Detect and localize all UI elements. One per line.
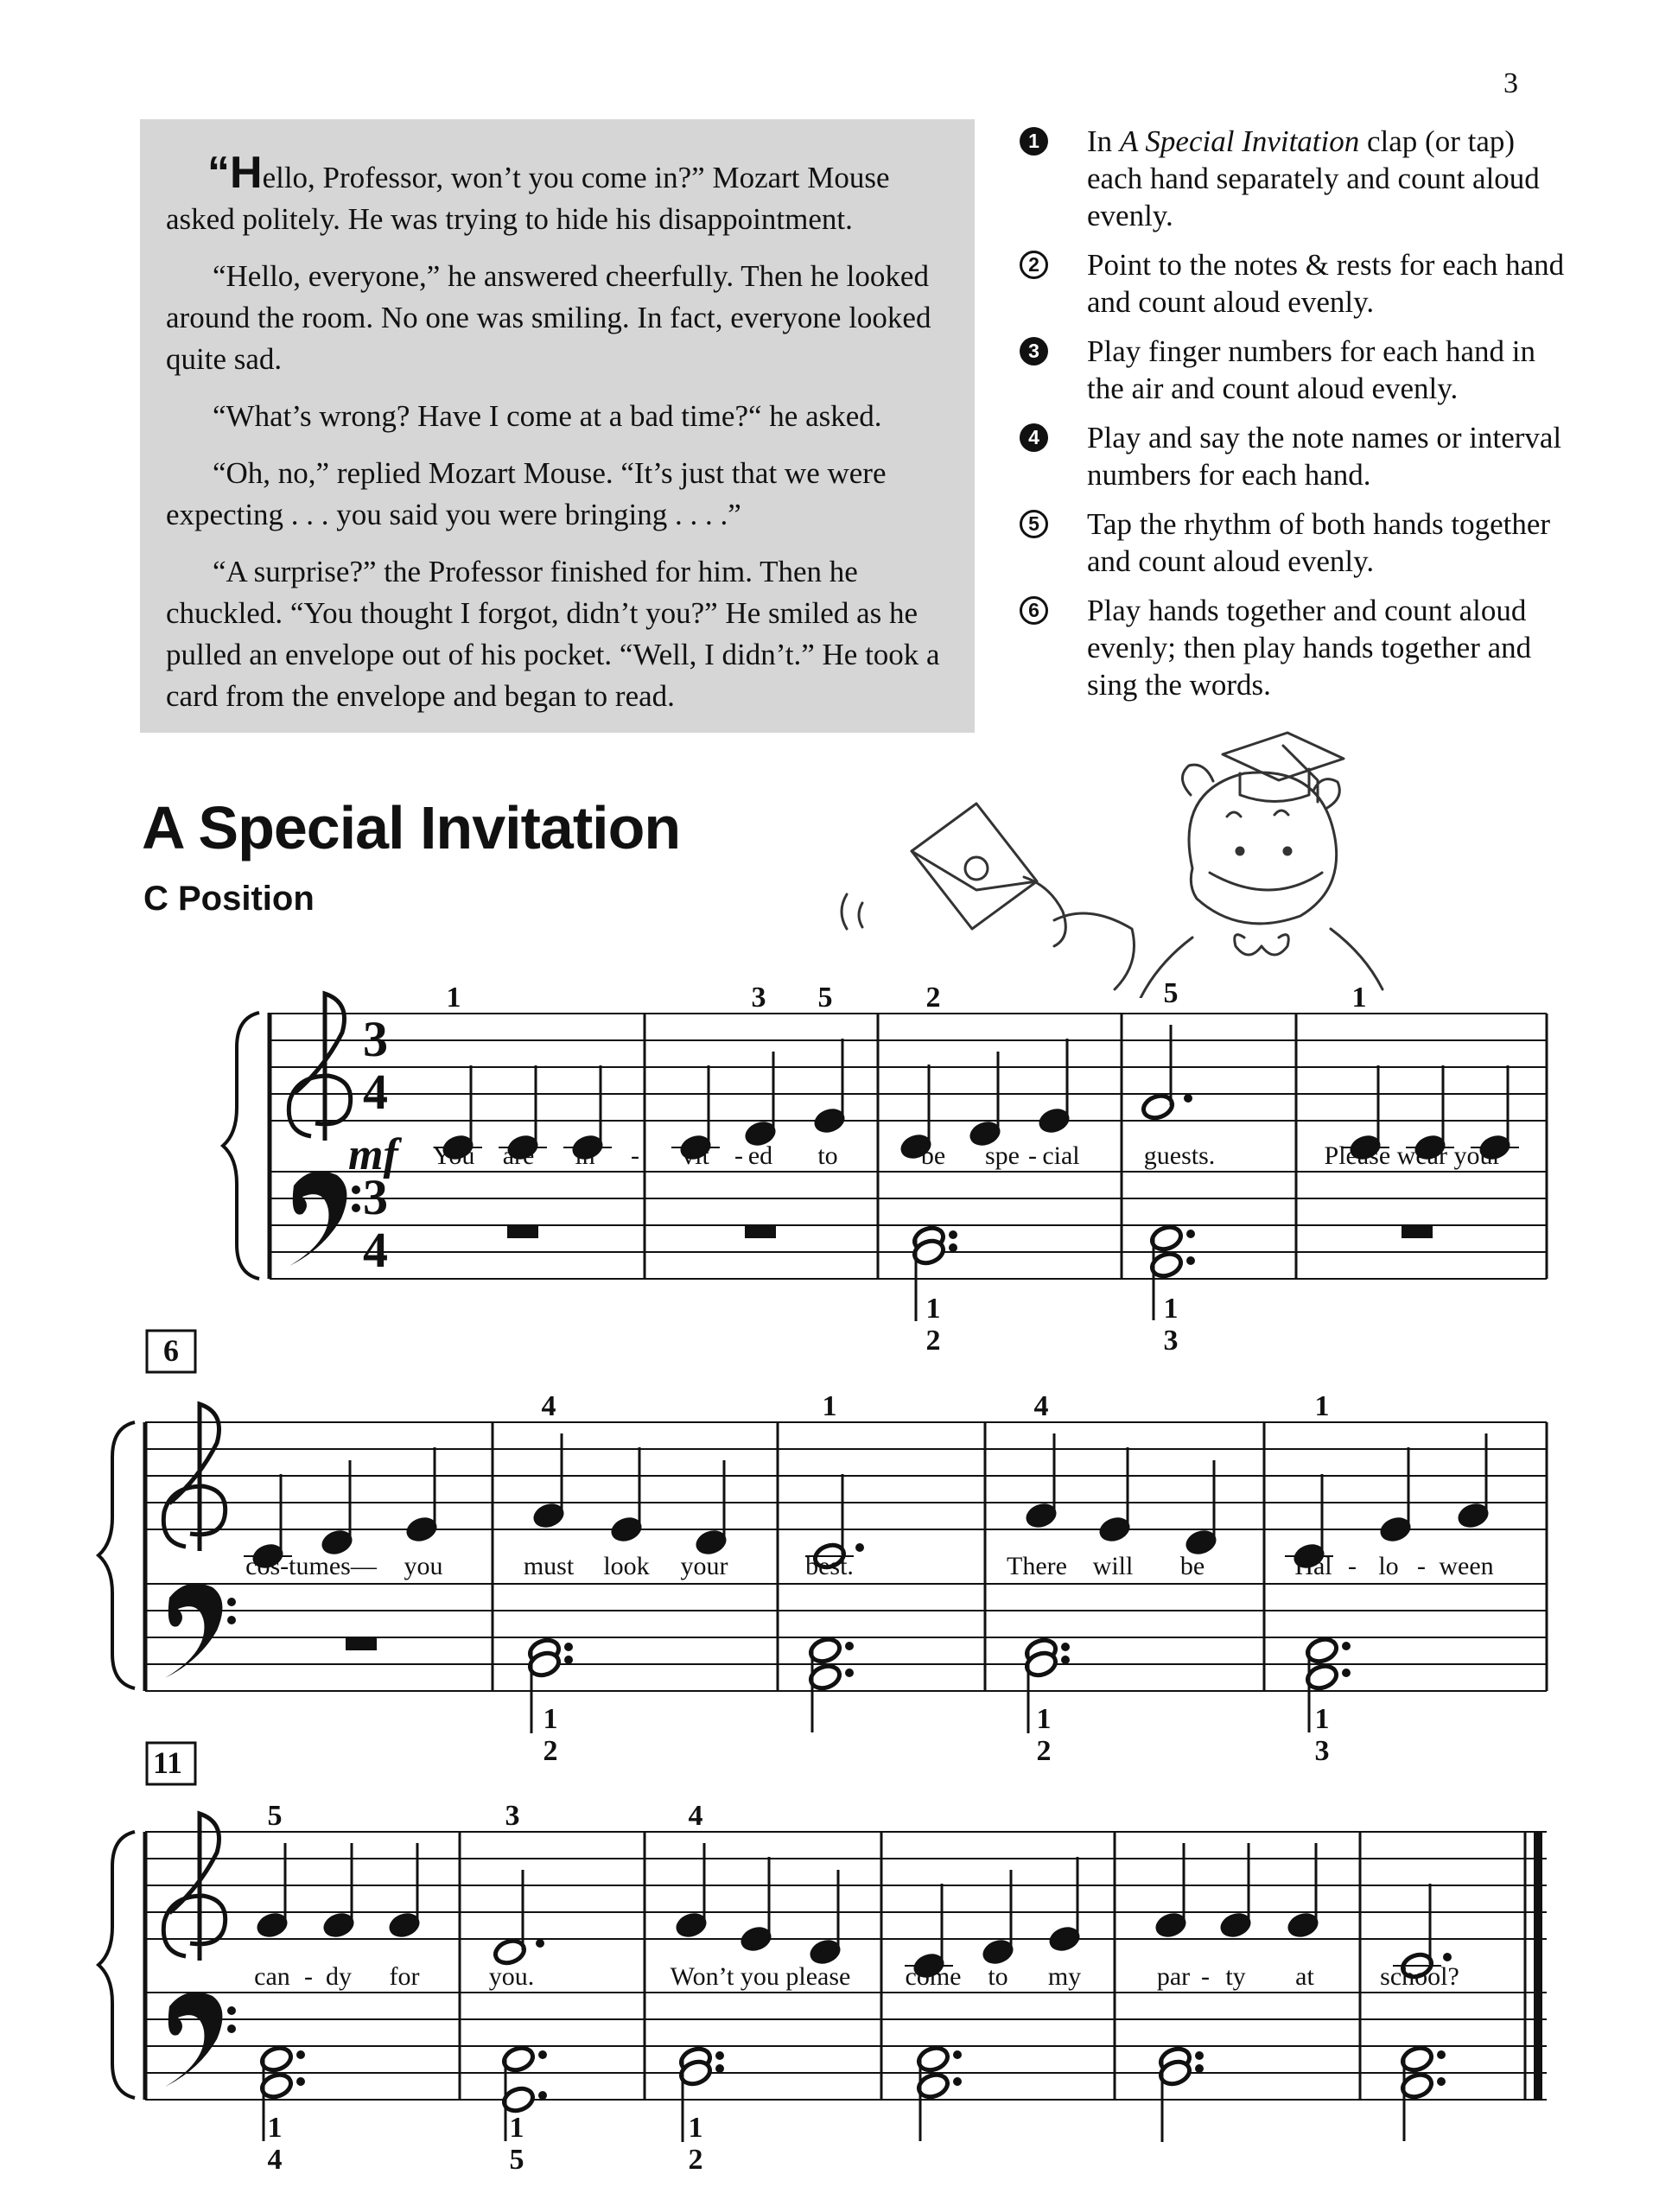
lyric-syllable: lo <box>1378 1552 1399 1580</box>
step-number-badge: 1 <box>1020 127 1048 156</box>
lyric-syllable: look <box>603 1552 650 1580</box>
lyric-syllable: ty <box>1225 1962 1246 1991</box>
song-title-ref: A Special Invitation <box>1119 124 1360 158</box>
augmentation-dot <box>538 2091 547 2100</box>
lyric-syllable: be <box>1179 1552 1205 1580</box>
lyric-syllable: dy <box>326 1962 352 1991</box>
time-signature-bottom: 4 <box>363 1222 388 1278</box>
step-number-badge: 2 <box>1020 251 1048 279</box>
augmentation-dot <box>1437 2077 1446 2086</box>
lyric-syllable: at <box>1295 1962 1314 1991</box>
lyric-syllable: can <box>254 1962 290 1991</box>
augmentation-dot <box>1342 1642 1351 1650</box>
finger-number: 4 <box>1033 1390 1049 1422</box>
finger-number: 1 <box>267 2112 283 2144</box>
lyric-syllable: your <box>680 1552 728 1580</box>
finger-number: 4 <box>688 1800 703 1832</box>
lyric-syllable: you. <box>488 1962 535 1991</box>
augmentation-dot <box>953 2050 962 2059</box>
augmentation-dot <box>715 2051 724 2060</box>
finger-number: 2 <box>543 1735 558 1767</box>
time-signature-bottom: 4 <box>363 1064 388 1120</box>
lyric-syllable: - <box>1417 1552 1426 1580</box>
time-signature-top: 3 <box>363 1011 388 1067</box>
lyric-syllable: - <box>631 1141 639 1170</box>
lyric-syllable: par <box>1156 1962 1191 1991</box>
step-number-badge: 4 <box>1020 423 1048 452</box>
finger-number: 3 <box>1163 1325 1179 1357</box>
page-number: 3 <box>1503 67 1518 99</box>
hand-position-label: C Position <box>143 880 315 918</box>
lyric-syllable: are <box>502 1141 535 1170</box>
augmentation-dot <box>715 2064 724 2073</box>
lyric-syllable: - <box>1028 1141 1037 1170</box>
step-number-badge: 5 <box>1020 510 1048 538</box>
step-text: Play and say the note names or interval numbers for each hand. <box>1087 421 1562 492</box>
step-text: Play hands together and count aloud evenly; then play hands together and sing the words. <box>1087 594 1532 702</box>
lyric-syllable: cial <box>1042 1141 1080 1170</box>
dynamic-marking: mf <box>348 1130 398 1179</box>
augmentation-dot <box>564 1643 573 1651</box>
augmentation-dot <box>538 2050 547 2059</box>
lyrics-layer <box>245 977 1501 2176</box>
augmentation-dot <box>845 1669 854 1677</box>
augmentation-dot <box>1443 1953 1452 1961</box>
lyric-syllable: cos-tumes— <box>245 1552 377 1580</box>
lyric-syllable: best. <box>805 1552 854 1580</box>
finger-number: 3 <box>505 1800 520 1832</box>
finger-number: 1 <box>925 1293 941 1325</box>
whole-rest <box>507 1225 538 1238</box>
step-text: Play finger numbers for each hand in the air and count aloud evenly. <box>1087 334 1536 405</box>
lyric-syllable: Won’t you please <box>670 1962 851 1991</box>
augmentation-dot <box>296 2050 305 2059</box>
finger-number: 5 <box>1163 977 1179 1009</box>
story-paragraph: “Hello, everyone,” he answered cheerfully. Then he looked around the room. No one was smiling. In fact, everyone looked quite sad. <box>166 259 931 376</box>
augmentation-dot <box>1186 1256 1195 1265</box>
finger-number: 2 <box>688 2144 703 2176</box>
finger-number: 1 <box>543 1703 558 1735</box>
step-text: Tap the rhythm of both hands together and count aloud evenly. <box>1087 507 1551 578</box>
finger-number: 3 <box>1314 1735 1330 1767</box>
lyric-syllable: to <box>817 1141 838 1170</box>
augmentation-dot <box>1186 1230 1195 1238</box>
story-text: ello, Professor, won’t you come in?” Mozart Mouse asked politely. He was trying to hide his disappointment. <box>166 161 890 236</box>
augmentation-dot <box>1342 1669 1351 1677</box>
whole-rest <box>745 1225 776 1238</box>
measure-number: 11 <box>153 1745 183 1780</box>
lyric-syllable: spe <box>985 1141 1020 1170</box>
lyric-syllable: ween <box>1439 1552 1494 1580</box>
augmentation-dot <box>536 1939 544 1948</box>
step-text: clap (or tap) each hand separately and count aloud evenly. <box>1087 124 1540 232</box>
step-number-badge: 3 <box>1020 337 1048 365</box>
drop-cap: “H <box>207 148 263 198</box>
measure-number: 6 <box>163 1333 179 1368</box>
finger-number: 1 <box>446 982 461 1014</box>
finger-number: 1 <box>822 1390 837 1422</box>
lyric-syllable: - <box>734 1141 743 1170</box>
finger-number: 1 <box>1163 1293 1179 1325</box>
augmentation-dot <box>564 1656 573 1664</box>
lyric-syllable: in <box>575 1141 595 1170</box>
finger-number: 4 <box>267 2144 283 2176</box>
lyric-syllable: be <box>920 1141 946 1170</box>
lyric-syllable: vit <box>682 1141 709 1170</box>
finger-number: 5 <box>509 2144 524 2176</box>
augmentation-dot <box>1061 1643 1070 1651</box>
augmentation-dot <box>1184 1094 1192 1103</box>
finger-number: 2 <box>1036 1735 1052 1767</box>
lyric-syllable: guests. <box>1143 1141 1216 1170</box>
time-signature-top: 3 <box>363 1169 388 1225</box>
lyric-syllable: There <box>1007 1552 1067 1580</box>
augmentation-dot <box>845 1642 854 1650</box>
lyric-syllable: my <box>1047 1962 1082 1991</box>
story-paragraph: “Oh, no,” replied Mozart Mouse. “It’s just that we were expecting . . . you said you were bringing . . . .” <box>166 456 887 531</box>
step-number-badge: 6 <box>1020 596 1048 625</box>
lyric-syllable: Please wear your <box>1324 1141 1502 1170</box>
augmentation-dot <box>1061 1656 1070 1664</box>
finger-number: 4 <box>541 1390 556 1422</box>
step-text: In <box>1087 124 1120 158</box>
lyric-syllable: come <box>905 1962 962 1991</box>
lyric-syllable: - <box>1201 1962 1210 1991</box>
lyric-syllable: - <box>1348 1552 1357 1580</box>
augmentation-dot <box>1437 2050 1446 2059</box>
story-paragraph: “What’s wrong? Have I come at a bad time?“ he asked. <box>213 399 882 433</box>
augmentation-dot <box>1195 2064 1204 2073</box>
lyric-syllable: Hal <box>1294 1552 1332 1580</box>
finger-number: 1 <box>688 2112 703 2144</box>
step-text: Point to the notes & rests for each hand and count aloud evenly. <box>1087 248 1565 319</box>
whole-rest <box>346 1637 377 1650</box>
lyric-syllable: will <box>1092 1552 1134 1580</box>
augmentation-dot <box>949 1243 957 1252</box>
finger-number: 1 <box>1314 1703 1330 1735</box>
lyric-syllable: school? <box>1380 1962 1459 1991</box>
whole-rest <box>1402 1225 1433 1238</box>
finger-number: 2 <box>925 982 941 1014</box>
song-title: A Special Invitation <box>142 794 681 861</box>
finger-number: 3 <box>751 982 766 1014</box>
finger-number: 5 <box>817 982 833 1014</box>
augmentation-dot <box>855 1543 864 1552</box>
lyric-syllable: You <box>432 1141 475 1170</box>
finger-number: 1 <box>509 2112 524 2144</box>
finger-number: 2 <box>925 1325 941 1357</box>
lyric-syllable: to <box>988 1962 1008 1991</box>
augmentation-dot <box>949 1230 957 1239</box>
finger-number: 1 <box>1351 982 1367 1014</box>
lyric-syllable: you <box>404 1552 443 1580</box>
lyric-syllable: must <box>523 1552 575 1580</box>
augmentation-dot <box>296 2077 305 2086</box>
finger-number: 5 <box>267 1800 283 1832</box>
lyric-syllable: ed <box>747 1141 773 1170</box>
finger-number: 1 <box>1314 1390 1330 1422</box>
finger-number: 1 <box>1036 1703 1052 1735</box>
lyric-syllable: for <box>389 1962 420 1991</box>
augmentation-dot <box>953 2077 962 2086</box>
bass-staff <box>270 1172 1547 1279</box>
story-paragraph: “A surprise?” the Professor finished for him. Then he chuckled. “You thought I forgot, didn’t you?” He smiled as he pulled an envelope out of his pocket. “Well, I didn’t.” He took a card from the envelope and began to read. <box>166 555 940 713</box>
lyric-syllable: - <box>304 1962 313 1991</box>
augmentation-dot <box>1195 2051 1204 2060</box>
